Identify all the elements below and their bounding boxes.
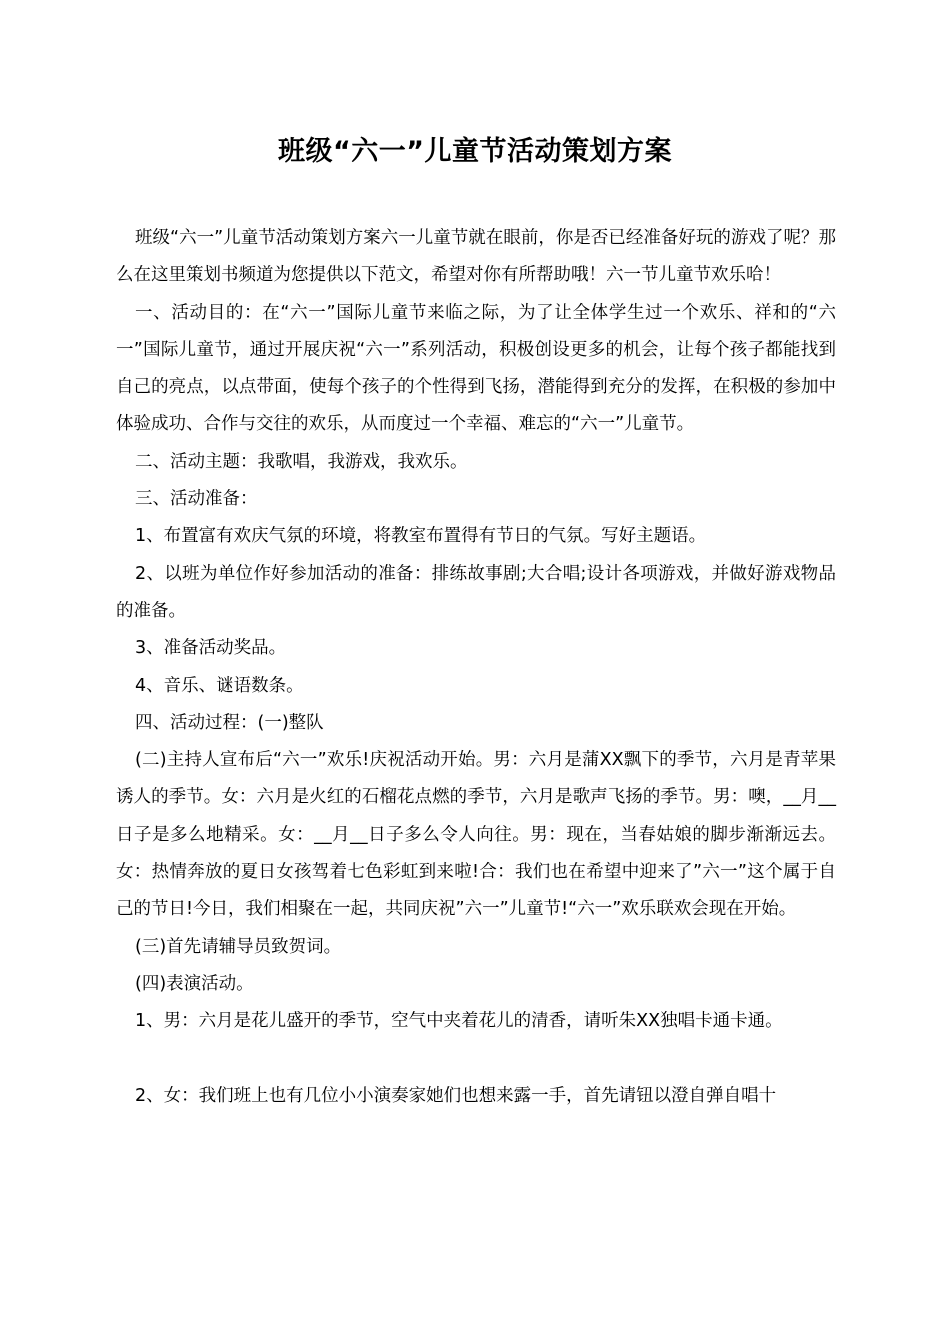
paragraph-performance-1: 1、男：六月是花儿盛开的季节，空气中夹着花儿的清香，请听朱XX独唱卡通卡通。 — [135, 1011, 783, 1032]
paragraph-preparation-3: 3、准备活动奖品。 — [135, 638, 287, 659]
paragraph-process-performance: (四)表演活动。 — [135, 973, 254, 994]
paragraph-preparation-heading: 三、活动准备： — [135, 489, 258, 510]
paragraph-purpose: 一、活动目的：在“六一”国际儿童节来临之际，为了让全体学生过一个欢乐、祥和的“六一”国际儿童节，通过开展庆祝“六一”系列活动，积极创设更多的机会，让每个孩子都能找到自己的亮点，以点带面，使每个孩子的个性得到飞扬，潜能得到充分的发挥，在积极的参加中体验成功、合作与交往的欢乐，从而度过一个幸福、难忘的“六一”儿童节。 — [116, 302, 836, 435]
paragraph-performance-2: 2、女：我们班上也有几位小小演奏家她们也想来露一手，首先请钮以澄自弹自唱十 — [135, 1085, 777, 1106]
paragraph-gap — [116, 1041, 836, 1078]
paragraph-process-opening: (二)主持人宣布后“六一”欢乐!庆祝活动开始。男：六月是蒲XX飘下的季节，六月是青苹果诱人的季节。女：六月是火红的石榴花点燃的季节，六月是歌声飞扬的季节。男：噢，__月__日子是多么地精采。女：__月__日子多么令人向往。男：现在，当春姑娘的脚步渐渐远去。女：热情奔放的夏日女孩驾着七色彩虹到来啦!合：我们也在希望中迎来了”六一”这个属于自己的节日!今日，我们相聚在一起，共同庆祝”六一”儿童节!“六一”欢乐联欢会现在开始。 — [116, 750, 836, 920]
paragraph-preparation-2: 2、以班为单位作好参加活动的准备：排练故事剧;大合唱;设计各项游戏，并做好游戏物品的准备。 — [116, 563, 836, 621]
paragraph-process-heading: 四、活动过程：(一)整队 — [135, 712, 324, 733]
paragraph-intro: 班级“六一”儿童节活动策划方案六一儿童节就在眼前，你是否已经准备好玩的游戏了呢？那么在这里策划书频道为您提供以下范文，希望对你有所帮助哦！六一节儿童节欢乐哈！ — [116, 228, 836, 286]
document-title: 班级“六一”儿童节活动策划方案 — [278, 136, 672, 167]
paragraph-preparation-1: 1、布置富有欢庆气氛的环境，将教室布置得有节日的气氛。写好主题语。 — [135, 526, 707, 547]
paragraph-preparation-4: 4、音乐、谜语数条。 — [135, 675, 304, 696]
paragraph-process-speech: (三)首先请辅导员致贺词。 — [135, 936, 342, 957]
document-body — [116, 220, 836, 1115]
paragraph-theme: 二、活动主题：我歌唱，我游戏，我欢乐。 — [135, 451, 468, 472]
